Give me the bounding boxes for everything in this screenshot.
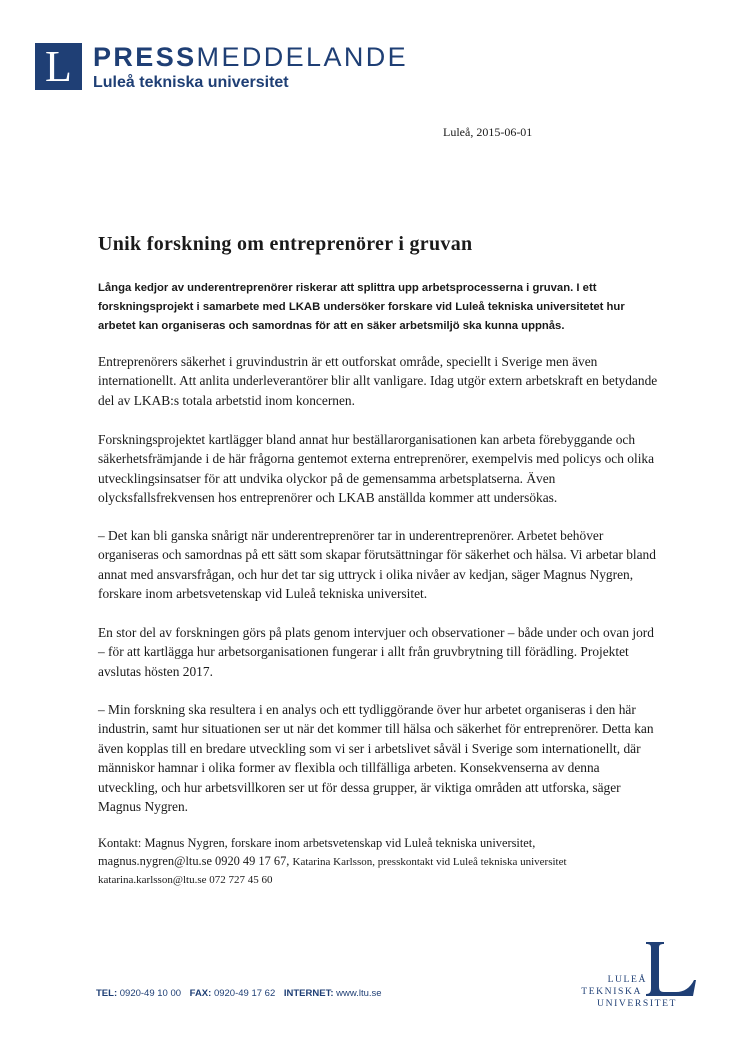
footer-internet-label: INTERNET: — [283, 988, 334, 999]
article-lead: Långa kedjor av underentreprenörer riskerar att splittra upp arbetsprocesserna i gruvan. I ett forskningsprojekt i samarbete med LKAB undersöker forskare vid Luleå tekniska universitetet hur arbetet kan organiseras och samordnas för att en säker arbetsmiljö ska kunna uppnås. — [98, 282, 625, 332]
logo-letter: L — [45, 42, 72, 91]
ltu-footer-line-3: UNIVERSITET — [597, 998, 677, 1009]
body-paragraph-3: – Det kan bli ganska snårigt när underentreprenörer tar in underentreprenörer. Arbetet behöver organiseras och samordnas på ett sätt som skapar förutsättningar för säkerhet och hälsa. Vi arbetar bland annat med ansvarsfrågan, och hur det tar sig uttryck i olika nivåer av kedjan, säger Magnus Nygren, forskare inom arbetsvetenskap vid Luleå tekniska universitet. — [98, 528, 656, 602]
ltu-logo-mark — [35, 43, 82, 90]
body-paragraph-4: En stor del av forskningen görs på plats genom intervjuer och observationer – både under och ovan jord – för att kartlägga hur arbetsorganisationen fungerar i allt från gruvbrytning till förädling. Projektet avslutas hösten 2017. — [98, 625, 654, 679]
ltu-footer-line-2: TEKNISKA — [581, 986, 642, 997]
footer-fax-value: 0920-49 17 62 — [213, 988, 276, 999]
body-paragraph-2: Forskningsprojektet kartlägger bland annat hur beställarorganisationen kan arbeta förebyggande och säkerhetsfrämjande i de här frågorna gentemot externa entreprenörer, exempelvis med policys och olika utvecklingsinsatser för att undvika olyckor på de gemensamma arbetsplatserna. Även olycksfallsfrekvensen hos entreprenörer och LKAB anställda kommer att undersökas. — [98, 432, 655, 506]
footer-tel-label: TEL: — [96, 988, 118, 999]
body-paragraph-5: – Min forskning ska resultera i en analys och ett tydliggörande över hur arbetet organiseras i den här industrin, samt hur situationen ser ut när det kommer till hälsa och säkerhet för entreprenörer. Detta kan även kopplas till en bredare utveckling som vi ser i arbetslivet såväl i Sverige som internationellt, där människor hamnar i olika former av flexibla och tillfälliga arbeten. Konsekvenserna av denna utveckling, och hur arbetsvillkoren ser ut för dessa grupper, är viktiga områden att utforska, säger Magnus Nygren. — [98, 702, 654, 815]
article-title: Unik forskning om entreprenörer i gruvan — [98, 233, 473, 255]
university-name: Luleå tekniska universitet — [93, 74, 289, 91]
footer-internet-value: www.ltu.se — [336, 988, 382, 999]
ltu-footer-logo — [560, 936, 710, 1016]
contact-line-3: katarina.karlsson@ltu.se 072 727 45 60 — [98, 874, 273, 886]
press-release-heading — [93, 41, 408, 73]
contact-line-2 — [98, 852, 658, 871]
contact-line-1: Kontakt: Magnus Nygren, forskare inom arbetsvetenskap vid Luleå tekniska universitet, — [98, 836, 536, 850]
body-paragraph-1: Entreprenörers säkerhet i gruvindustrin är ett outforskat område, speciellt i Sverige men även internationellt. Att anlita underleverantörer blir allt vanligare. Idag utgör extern arbetskraft en betydande del av LKAB:s totala arbetstid inom koncernen. — [98, 354, 658, 408]
contact-second-person: Katarina Karlsson, presskontakt vid Luleå tekniska universitet — [292, 856, 567, 868]
contact-block — [98, 834, 658, 889]
heading-bold-part: PRESS — [93, 42, 197, 72]
footer-contact-strip — [96, 988, 382, 999]
footer-fax-label: FAX: — [189, 988, 212, 999]
ltu-footer-line-1: LULEÅ — [607, 974, 647, 985]
contact-email-phone-1: magnus.nygren@ltu.se 0920 49 17 67, — [98, 854, 290, 868]
dateline: Luleå, 2015-06-01 — [443, 125, 533, 139]
footer-tel-value: 0920-49 10 00 — [119, 988, 182, 999]
heading-light-part: MEDDELANDE — [196, 42, 409, 72]
